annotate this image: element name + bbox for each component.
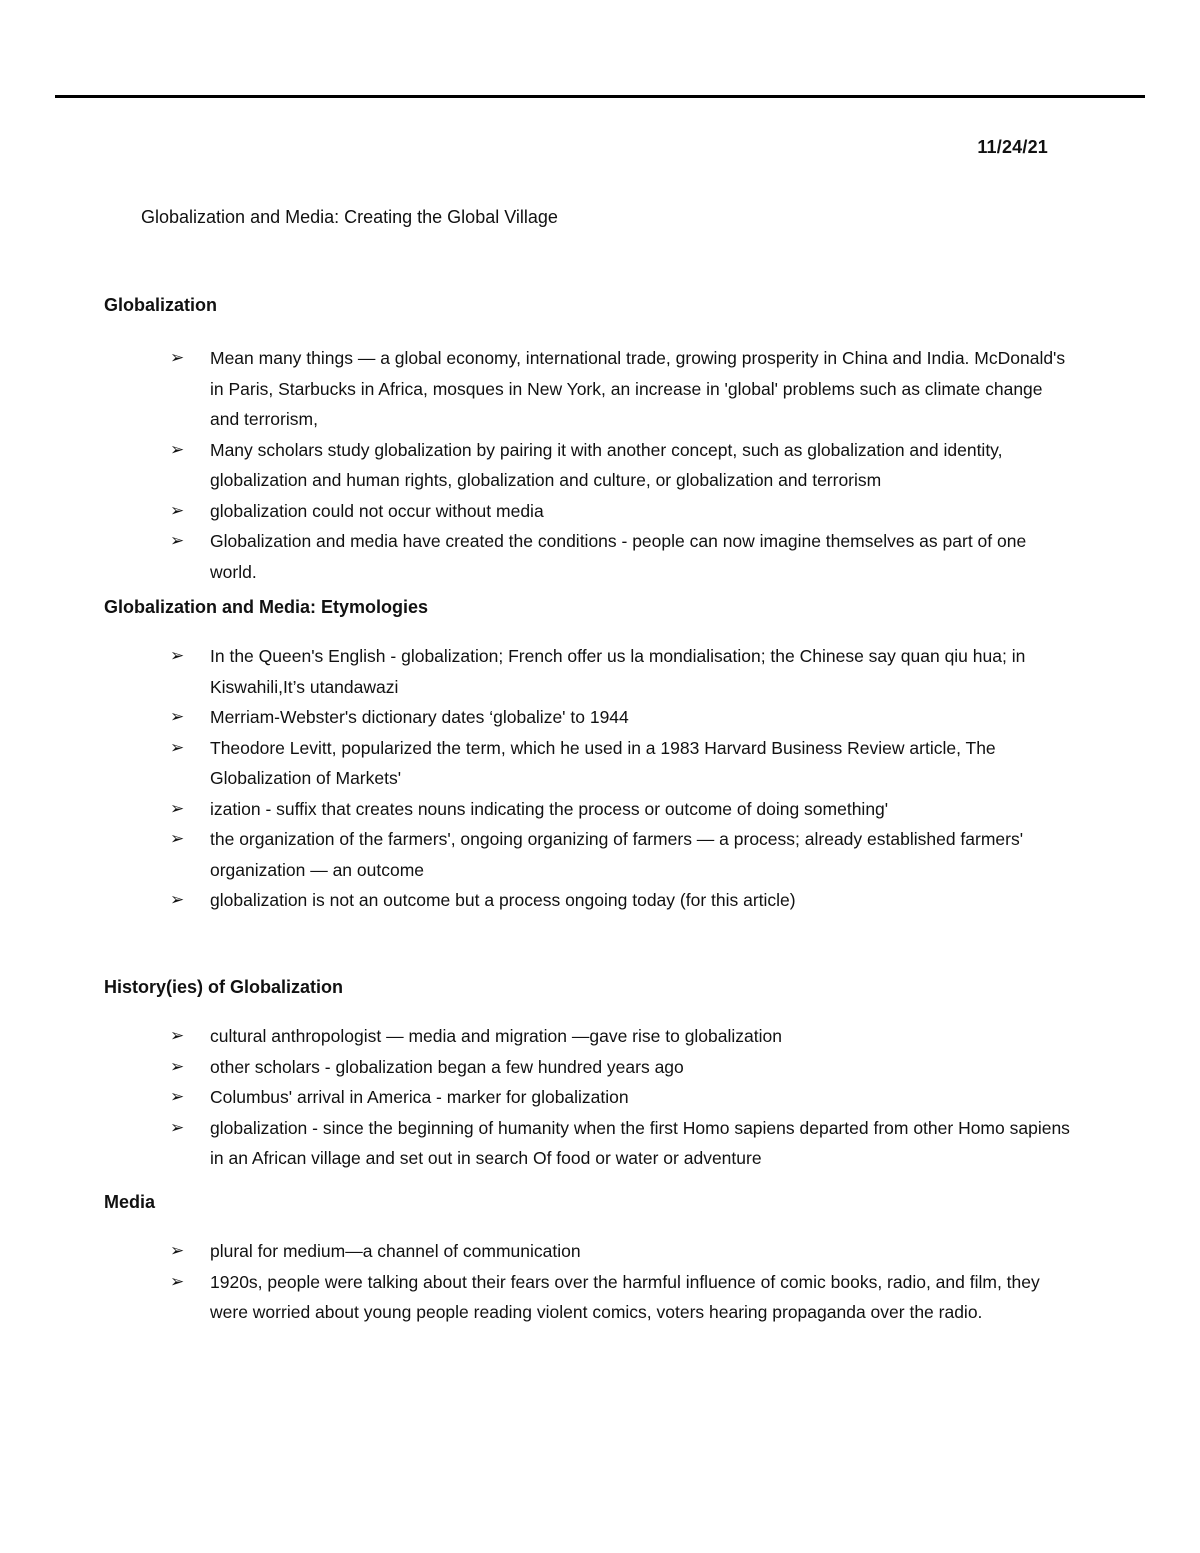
bullet-list <box>104 641 1074 916</box>
section-etymologies <box>104 593 1074 916</box>
arrowhead-bullet-icon: ➢ <box>170 707 185 727</box>
list-item: ➢ In the Queen's English - globalization; French offer us la mondialisation; the Chinese say quan qiu hua; in Kiswahili,It’s utandawazi <box>104 641 1074 702</box>
list-item: ➢ Merriam-Webster's dictionary dates ‘globalize' to 1944 <box>104 702 1074 733</box>
list-item: ➢ Many scholars study globalization by pairing it with another concept, such as globalization and identity, globalization and human rights, globalization and culture, or globalization and terrorism <box>104 435 1074 496</box>
list-item: ➢ globalization is not an outcome but a process ongoing today (for this article) <box>104 885 1074 916</box>
list-item: ➢ the organization of the farmers', ongoing organizing of farmers — a process; already established farmers' organization — an outcome <box>104 824 1074 885</box>
section-heading: Media <box>104 1192 156 1212</box>
header-rule <box>55 95 1145 98</box>
list-item: ➢ Columbus' arrival in America - marker for globalization <box>104 1082 1074 1113</box>
list-item: ➢ Mean many things — a global economy, international trade, growing prosperity in China and India. McDonald's in Paris, Starbucks in Africa, mosques in New York, an increase in 'global' problems such as climate change and terrorism, <box>104 343 1074 435</box>
list-item: ➢ other scholars - globalization began a few hundred years ago <box>104 1052 1074 1083</box>
arrowhead-bullet-icon: ➢ <box>170 500 185 521</box>
arrowhead-bullet-icon: ➢ <box>170 1087 185 1107</box>
arrowhead-bullet-icon: ➢ <box>170 348 185 368</box>
list-item: ➢ Globalization and media have created the conditions - people can now imagine themselves as part of one world. <box>104 526 1074 587</box>
list-item: ➢ ization - suffix that creates nouns indicating the process or outcome of doing something' <box>104 794 1074 825</box>
arrowhead-bullet-icon: ➢ <box>170 1271 185 1292</box>
arrowhead-bullet-icon: ➢ <box>170 439 185 460</box>
arrowhead-bullet-icon: ➢ <box>170 1026 185 1046</box>
arrowhead-bullet-icon: ➢ <box>170 531 185 551</box>
arrowhead-bullet-icon: ➢ <box>170 737 185 758</box>
list-item: ➢ globalization could not occur without media <box>104 496 1074 527</box>
section-heading: Globalization <box>104 295 218 315</box>
arrowhead-bullet-icon: ➢ <box>170 1056 185 1077</box>
section-heading: History(ies) of Globalization <box>104 977 344 997</box>
list-item: ➢ 1920s, people were talking about their fears over the harmful influence of comic books, radio, and film, they were worried about young people reading violent comics, voters hearing propaganda over the radio. <box>104 1267 1074 1328</box>
section-history <box>104 973 1074 1174</box>
list-item: ➢ plural for medium—a channel of communication <box>104 1236 1074 1267</box>
arrowhead-bullet-icon: ➢ <box>170 1241 185 1261</box>
arrowhead-bullet-icon: ➢ <box>170 1117 185 1138</box>
arrowhead-bullet-icon: ➢ <box>170 829 185 849</box>
section-globalization <box>104 291 1074 587</box>
arrowhead-bullet-icon: ➢ <box>170 798 185 819</box>
document-title: Globalization and Media: Creating the Global Village <box>141 207 558 227</box>
section-heading: Globalization and Media: Etymologies <box>104 597 429 617</box>
list-item: ➢ globalization - since the beginning of humanity when the first Homo sapiens departed from other Homo sapiens in an African village and set out in search Of food or water or adventure <box>104 1113 1074 1174</box>
section-media <box>104 1188 1074 1328</box>
bullet-list <box>104 1021 1074 1174</box>
document-date: 11/24/21 <box>977 137 1048 157</box>
bullet-list <box>104 1236 1074 1328</box>
arrowhead-bullet-icon: ➢ <box>170 646 185 666</box>
arrowhead-bullet-icon: ➢ <box>170 890 185 910</box>
list-item: ➢ cultural anthropologist — media and migration —gave rise to globalization <box>104 1021 1074 1052</box>
bullet-list <box>104 343 1074 587</box>
list-item: ➢ Theodore Levitt, popularized the term, which he used in a 1983 Harvard Business Review article, The Globalization of Markets' <box>104 733 1074 794</box>
